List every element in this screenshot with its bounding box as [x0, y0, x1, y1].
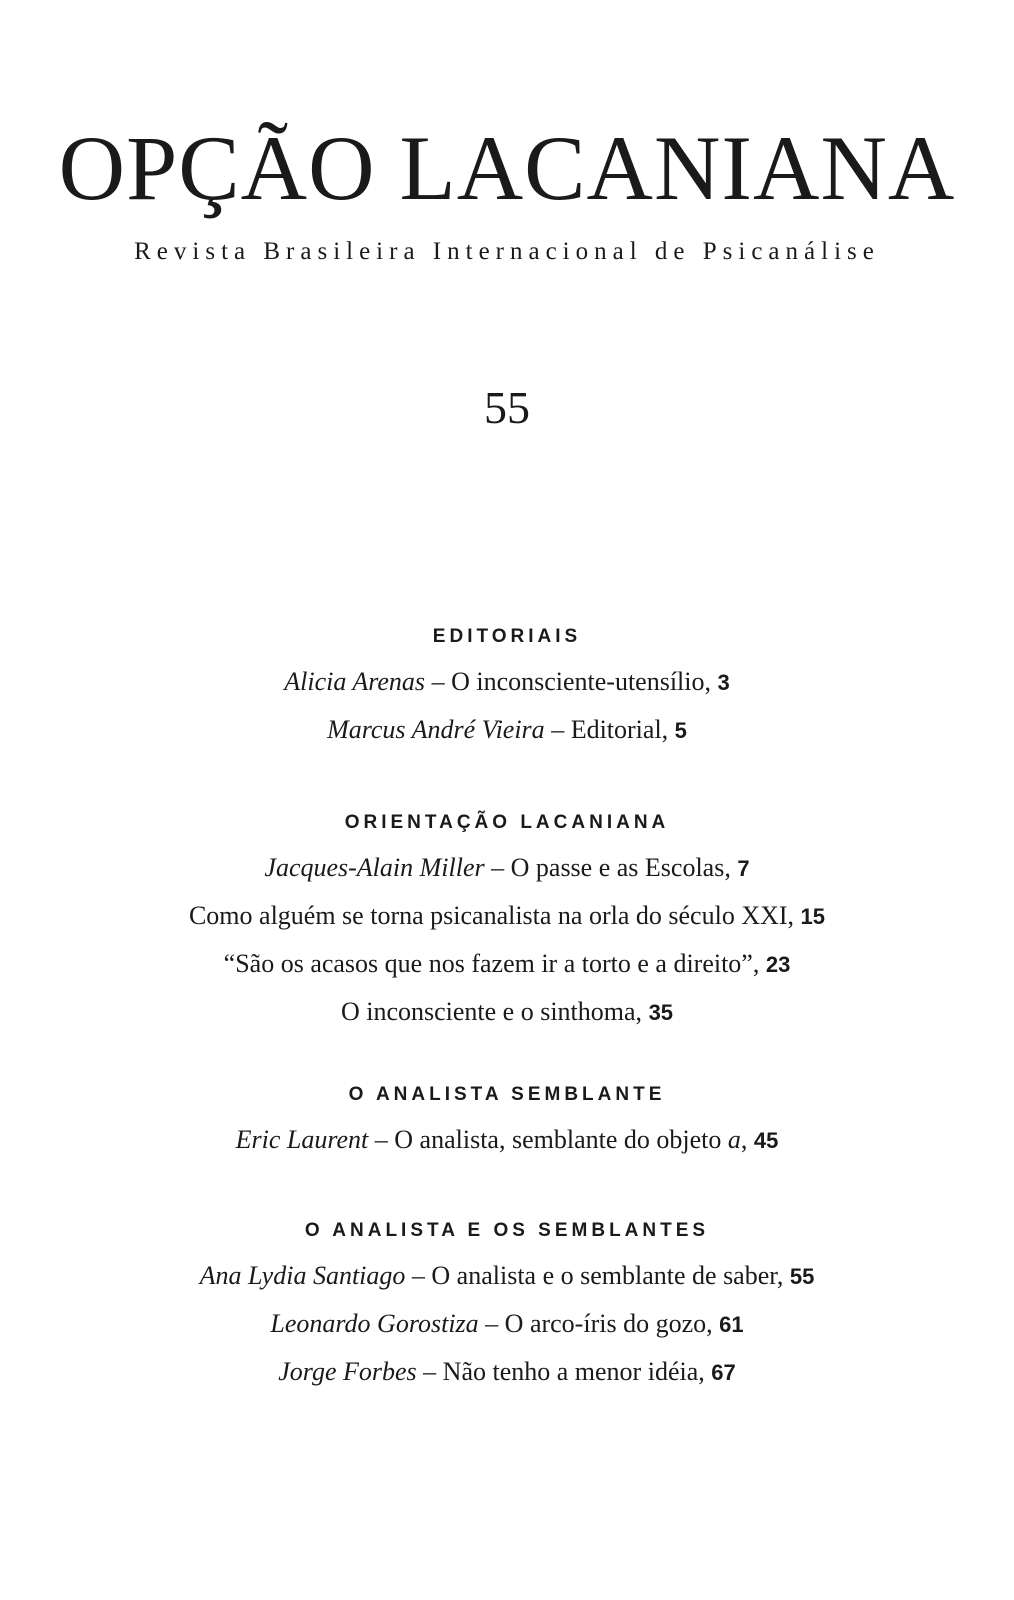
entry-separator: – [405, 1261, 432, 1290]
entry-author: Jacques-Alain Miller [264, 853, 485, 882]
toc-entry[interactable] [0, 892, 1014, 940]
entry-page-number: 67 [711, 1360, 736, 1385]
section-orientacao-lacaniana [0, 808, 1014, 1036]
section-heading: O ANALISTA E OS SEMBLANTES [304, 1220, 710, 1241]
table-of-contents [0, 622, 1014, 1396]
entry-title: Não tenho a menor idéia, [442, 1357, 712, 1386]
toc-entry[interactable] [0, 988, 1014, 1036]
journal-subtitle: Revista Brasileira Internacional de Psicanálise [134, 238, 880, 265]
issue-number: 55 [484, 382, 530, 433]
entry-page-number: 35 [648, 1000, 674, 1025]
toc-entry[interactable] [0, 844, 1014, 892]
entry-page-number: 23 [765, 952, 791, 977]
section-editoriais [0, 622, 1014, 754]
masthead [0, 118, 1014, 218]
toc-entry[interactable] [0, 1300, 1014, 1348]
entry-page-number: 45 [753, 1128, 779, 1153]
entry-separator: – [544, 715, 571, 744]
entry-page-number: 5 [674, 718, 687, 743]
entry-author: Jorge Forbes [278, 1357, 417, 1386]
entry-author: Ana Lydia Santiago [199, 1261, 406, 1290]
entry-title: O inconsciente e o sinthoma, [340, 997, 649, 1026]
section-heading: O ANALISTA SEMBLANTE [348, 1084, 666, 1105]
entry-title: O analista, semblante do objeto [394, 1125, 728, 1154]
entry-separator: – [478, 1309, 505, 1338]
entry-page-number: 61 [719, 1312, 744, 1337]
entry-page-number: 55 [789, 1264, 815, 1289]
entry-title: O inconsciente-utensílio, [451, 667, 718, 696]
entry-title: O analista e o semblante de saber, [431, 1261, 790, 1290]
section-heading: EDITORIAIS [432, 626, 582, 647]
toc-entry[interactable] [0, 940, 1014, 988]
entry-page-number: 7 [737, 856, 750, 881]
section-o-analista-semblante [0, 1080, 1014, 1164]
section-o-analista-e-os-semblantes [0, 1216, 1014, 1396]
entry-separator: – [368, 1125, 395, 1154]
entry-title-italic: a [727, 1125, 741, 1154]
entry-author: Eric Laurent [235, 1125, 369, 1154]
entry-separator: – [425, 667, 452, 696]
section-heading: ORIENTAÇÃO LACANIANA [344, 812, 670, 833]
entry-title: Como alguém se torna psicanalista na orla do século XXI, [188, 901, 801, 930]
entry-title: Editorial, [570, 715, 675, 744]
entry-author: Alicia Arenas [284, 667, 426, 696]
entry-separator: – [416, 1357, 443, 1386]
journal-title: OPÇÃO LACANIANA [58, 117, 956, 219]
toc-entry[interactable] [0, 706, 1014, 754]
entry-title-end: , [740, 1125, 754, 1154]
toc-entry[interactable] [0, 1252, 1014, 1300]
entry-separator: – [484, 853, 511, 882]
entry-title: “São os acasos que nos fazem ir a torto e a direito”, [223, 949, 766, 978]
toc-entry[interactable] [0, 1348, 1014, 1396]
entry-author: Marcus André Vieira [327, 715, 545, 744]
entry-author: Leonardo Gorostiza [270, 1309, 479, 1338]
toc-entry[interactable] [0, 658, 1014, 706]
entry-title: O passe e as Escolas, [510, 853, 738, 882]
entry-page-number: 15 [800, 904, 826, 929]
toc-entry[interactable] [0, 1116, 1014, 1164]
entry-title: O arco-íris do gozo, [504, 1309, 720, 1338]
entry-page-number: 3 [717, 670, 730, 695]
